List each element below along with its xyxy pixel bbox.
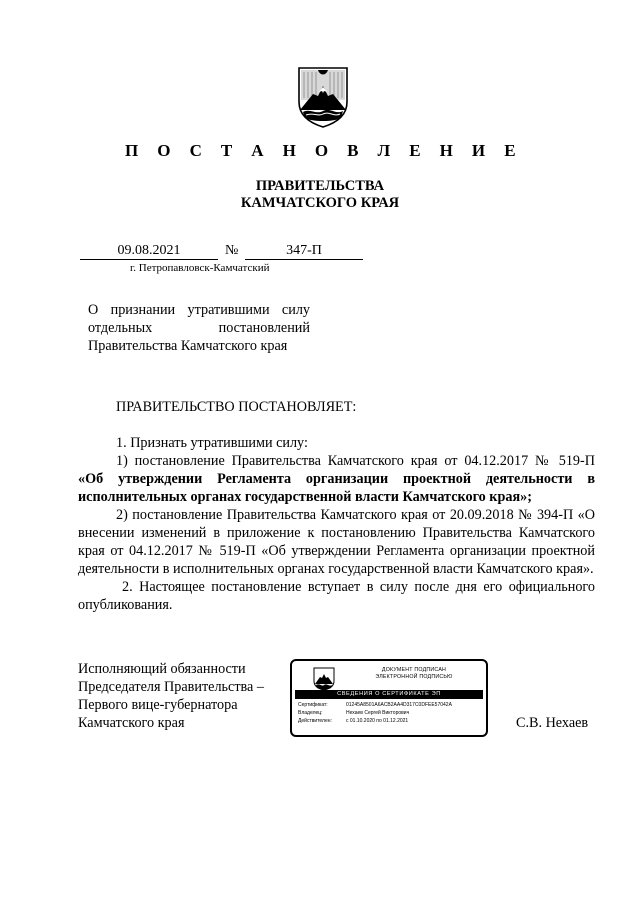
signatory-name: С.В. Нехаев <box>516 715 589 731</box>
document-subject <box>88 301 310 355</box>
position-line: Исполняющий обязанности <box>78 661 246 677</box>
electronic-signature-stamp <box>290 659 488 737</box>
stamp-heading-line: ДОКУМЕНТ ПОДПИСАН <box>381 667 447 673</box>
stamp-label: Владелец: <box>298 710 323 716</box>
stamp-certificate-bar: СВЕДЕНИЯ О СЕРТИФИКАТЕ ЭП <box>295 690 483 699</box>
item-1-1-intro: 1) постановление Правительства Камчатского края от 04.12.2017 № 519-П <box>116 453 595 469</box>
item-1-2: 2) постановление Правительства Камчатского края от 20.09.2018 № 394-П «О внесении изменений в приложение к постановлению Правительства Камчатского края от 04.12.2017 № 519-П «Об утверждении Регламента организации проектной деятельности в исполнительных органах государственной власти Камчатского края». <box>78 507 595 577</box>
position-line: Камчатского края <box>78 715 185 731</box>
stamp-label: Сертификат: <box>298 702 328 708</box>
document-type-title: П О С Т А Н О В Л Е Н И Е <box>125 141 523 160</box>
item-1-1-title: «Об утверждении Регламента организации проектной деятельности в исполнительных органах государственной власти Камчатского края»; <box>78 471 595 505</box>
subject-line: отдельных постановлений <box>88 320 310 336</box>
item-1: 1. Признать утратившими силу: <box>116 435 308 451</box>
document-date: 09.08.2021 <box>80 243 218 260</box>
signatory-position <box>78 660 264 732</box>
number-sign: № <box>225 243 239 258</box>
stamp-label: Действителен: <box>298 718 332 724</box>
issuer-line: КАМЧАТСКОГО КРАЯ <box>240 195 400 211</box>
stamp-value: с 01.10.2020 по 01.12.2021 <box>346 718 409 724</box>
stamp-value: Нехаев Сергей Викторович <box>346 710 410 716</box>
subject-line: Правительства Камчатского края <box>88 338 288 354</box>
stamp-validity-row <box>298 718 408 725</box>
stamp-heading-line: ЭЛЕКТРОННОЙ ПОДПИСЬЮ <box>375 674 453 680</box>
stamp-owner-row <box>298 710 409 717</box>
subject-line: О признании утратившими силу <box>88 302 310 318</box>
position-line: Председателя Правительства – <box>78 679 264 695</box>
coat-of-arms-icon <box>296 66 350 128</box>
stamp-heading <box>350 667 478 681</box>
resolves-heading: ПРАВИТЕЛЬСТВО ПОСТАНОВЛЯЕТ: <box>116 399 357 415</box>
issue-city: г. Петропавловск-Камчатский <box>130 262 270 274</box>
document-body <box>78 434 595 614</box>
position-line: Первого вице-губернатора <box>78 697 238 713</box>
document-number: 347-П <box>245 243 363 260</box>
item-2: 2. Настоящее постановление вступает в силу после дня его официального опубликования. <box>78 579 595 613</box>
issuer-name <box>0 178 640 212</box>
stamp-certificate-row <box>298 702 452 709</box>
issuer-line: ПРАВИТЕЛЬСТВА <box>255 178 385 194</box>
coat-of-arms-icon <box>312 667 336 691</box>
stamp-value: 01245A8501A6ACB2AA4D317C0DFEE57042A <box>346 702 452 708</box>
